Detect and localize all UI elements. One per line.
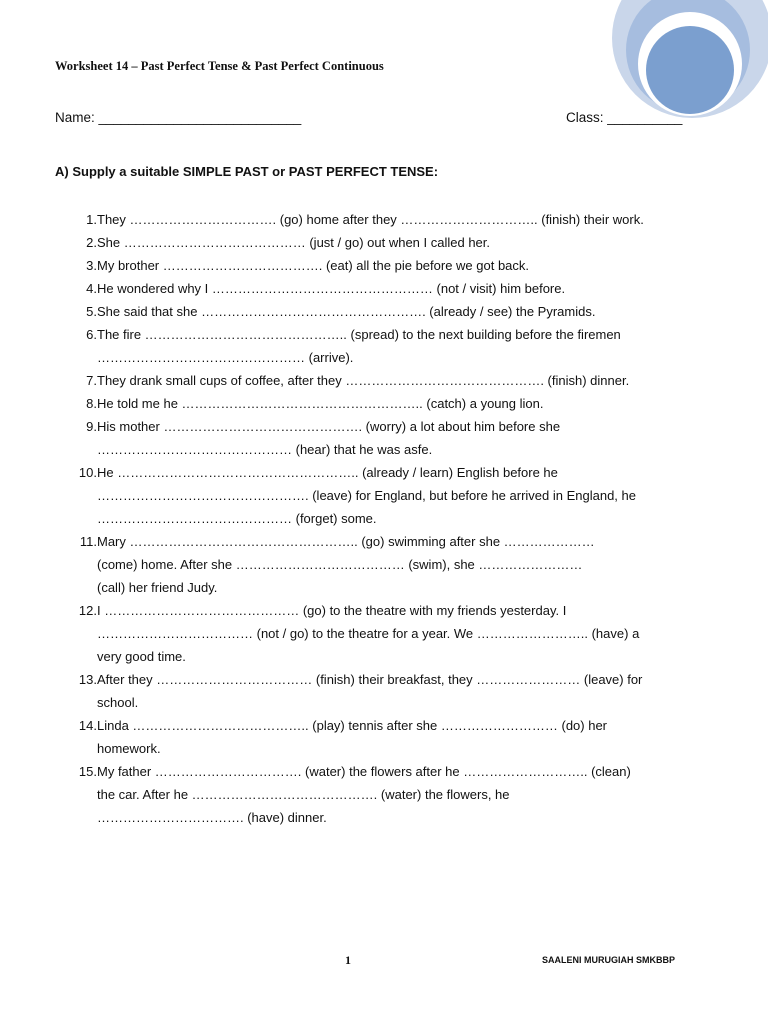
question-item bbox=[55, 300, 715, 323]
question-item bbox=[55, 415, 715, 461]
question-item bbox=[55, 668, 715, 714]
question-text-line: homework. bbox=[97, 741, 161, 756]
question-number-text: 5. bbox=[86, 304, 97, 319]
question-text-line: They ……………………………. (go) home after they ………………………….. (finish) their work. bbox=[97, 212, 644, 227]
question-text bbox=[97, 369, 629, 392]
worksheet-title: Worksheet 14 – Past Perfect Tense & Past Perfect Continuous bbox=[55, 59, 384, 73]
inner-circle bbox=[646, 26, 734, 114]
question-number-text: 3. bbox=[86, 258, 97, 273]
question-item bbox=[55, 208, 715, 231]
question-text-line: My brother ………………………………. (eat) all the pie before we got back. bbox=[97, 258, 530, 273]
question-text-line: ……………………………… (not / go) to the theatre for a year. We …………………….. (have) a bbox=[97, 626, 640, 641]
question-item bbox=[55, 392, 715, 415]
question-text-line: the car. After he ……………………………………. (water) the flowers, he bbox=[97, 787, 510, 802]
name-field-label: Name: ___________________________ bbox=[55, 110, 302, 125]
question-text bbox=[97, 415, 560, 461]
question-list bbox=[55, 208, 715, 829]
footer-author: SAALENI MURUGIAH SMKBBP bbox=[542, 955, 676, 965]
question-text bbox=[97, 461, 636, 530]
question-text-line: ………………………………………… (arrive). bbox=[97, 350, 354, 365]
question-item bbox=[55, 760, 715, 829]
question-number bbox=[55, 415, 97, 461]
section-heading: A) Supply a suitable SIMPLE PAST or PAST PERFECT TENSE: bbox=[55, 164, 439, 179]
page-number: 1 bbox=[345, 953, 351, 967]
question-text-line: His mother ………………………………………. (worry) a lot about him before she bbox=[97, 419, 561, 434]
question-number bbox=[55, 599, 97, 668]
question-text-line: They drank small cups of coffee, after they ………………………………………. (finish) dinner. bbox=[97, 373, 630, 388]
question-text-line: My father ……………………………. (water) the flowers after he ……………………….. (clean) bbox=[97, 764, 631, 779]
question-text bbox=[97, 254, 529, 277]
question-number-text: 4. bbox=[86, 281, 97, 296]
question-text bbox=[97, 323, 621, 369]
question-text bbox=[97, 277, 565, 300]
question-item bbox=[55, 461, 715, 530]
question-item bbox=[55, 277, 715, 300]
question-number-text: 11. bbox=[79, 534, 97, 549]
question-text-line: school. bbox=[97, 695, 139, 710]
question-item bbox=[55, 714, 715, 760]
question-text-line: (call) her friend Judy. bbox=[97, 580, 218, 595]
question-number-text: 2. bbox=[86, 235, 97, 250]
question-number-text: 1. bbox=[86, 212, 97, 227]
question-text-line: She …………………………………… (just / go) out when I called her. bbox=[97, 235, 491, 250]
question-number bbox=[55, 300, 97, 323]
question-item bbox=[55, 369, 715, 392]
question-number-text: 10. bbox=[78, 465, 97, 480]
question-number bbox=[55, 208, 97, 231]
question-item bbox=[55, 323, 715, 369]
question-number bbox=[55, 714, 97, 760]
question-text bbox=[97, 760, 631, 829]
question-number-text: 14. bbox=[78, 718, 97, 733]
question-text-line: ……………………………………… (forget) some. bbox=[97, 511, 377, 526]
question-text-line: He ……………………………………………….. (already / learn) English before he bbox=[97, 465, 558, 480]
question-text-line: very good time. bbox=[97, 649, 186, 664]
question-text-line: Mary …………………………………………….. (go) swimming after she ………………… bbox=[97, 534, 595, 549]
question-number bbox=[55, 392, 97, 415]
question-text-line: ……………………………. (have) dinner. bbox=[97, 810, 327, 825]
question-text-line: Linda ………………………………….. (play) tennis after she ……………………… (do) her bbox=[97, 718, 608, 733]
question-text-line: She said that she ……………………………………………. (already / see) the Pyramids. bbox=[97, 304, 596, 319]
question-text-line: After they ……………………………… (finish) their breakfast, they …………………… (leave) for bbox=[97, 672, 643, 687]
question-item bbox=[55, 530, 715, 599]
question-number-text: 9. bbox=[86, 419, 97, 434]
question-number-text: 7. bbox=[86, 373, 97, 388]
question-number bbox=[55, 231, 97, 254]
question-number bbox=[55, 530, 97, 599]
question-text bbox=[97, 300, 595, 323]
question-text bbox=[97, 599, 639, 668]
question-text bbox=[97, 668, 642, 714]
question-item bbox=[55, 254, 715, 277]
question-text-line: He told me he ……………………………………………….. (catch) a young lion. bbox=[97, 396, 544, 411]
question-text bbox=[97, 392, 543, 415]
class-field-label: Class: __________ bbox=[566, 110, 683, 125]
question-text-line: ……………………………………… (hear) that he was asfe. bbox=[97, 442, 433, 457]
question-text bbox=[97, 208, 644, 231]
question-number bbox=[55, 254, 97, 277]
question-number-text: 12. bbox=[78, 603, 97, 618]
question-number-text: 6. bbox=[86, 327, 97, 342]
question-text bbox=[97, 714, 607, 760]
question-number-text: 13. bbox=[78, 672, 97, 687]
question-number-text: 15. bbox=[78, 764, 97, 779]
question-text bbox=[97, 530, 595, 599]
question-number bbox=[55, 369, 97, 392]
question-item bbox=[55, 231, 715, 254]
question-text-line: (come) home. After she ………………………………… (swim), she …………………… bbox=[97, 557, 583, 572]
question-number bbox=[55, 668, 97, 714]
question-text-line: The fire ……………………………………….. (spread) to the next building before the firemen bbox=[97, 327, 621, 342]
question-text bbox=[97, 231, 490, 254]
question-number bbox=[55, 323, 97, 369]
question-number bbox=[55, 277, 97, 300]
question-number bbox=[55, 461, 97, 530]
question-text-line: …………………………………………. (leave) for England, but before he arrived in England, he bbox=[97, 488, 636, 503]
question-number-text: 8. bbox=[86, 396, 97, 411]
question-number bbox=[55, 760, 97, 829]
question-item bbox=[55, 599, 715, 668]
question-text-line: He wondered why I …………………………………………… (not / visit) him before. bbox=[97, 281, 566, 296]
question-text-line: I ……………………………………… (go) to the theatre with my friends yesterday. I bbox=[97, 603, 567, 618]
